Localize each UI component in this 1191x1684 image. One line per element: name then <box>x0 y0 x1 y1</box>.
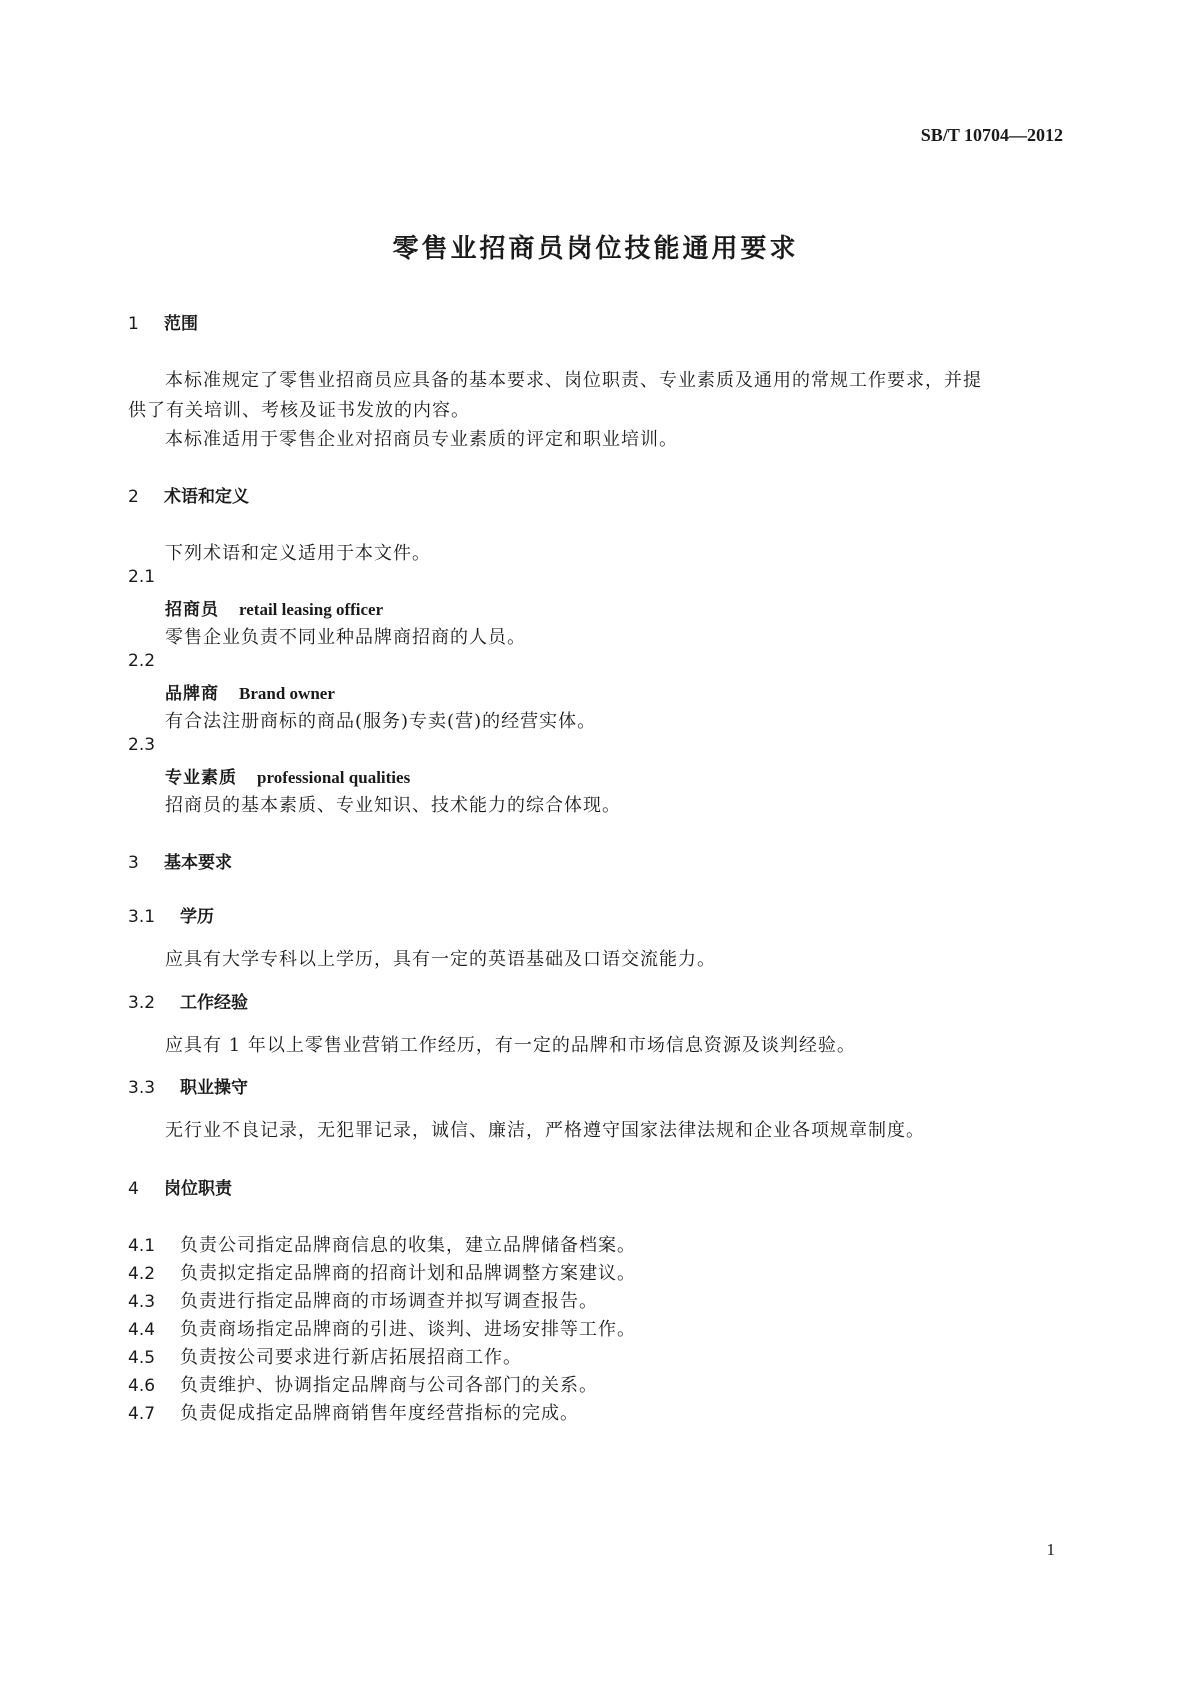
subsection-heading <box>128 1073 248 1098</box>
subsection-title: 职业操守 <box>180 1078 248 1098</box>
paragraph: 下列术语和定义适用于本文件。 <box>165 543 431 564</box>
term-zh: 招商员 <box>165 600 219 620</box>
subsection-title: 学历 <box>180 907 214 927</box>
section-number: 4 <box>128 1179 139 1199</box>
subsection-number: 3.3 <box>128 1078 156 1098</box>
duty-number: 4.1 <box>128 1236 156 1256</box>
section-title: 术语和定义 <box>164 487 249 507</box>
duty-number: 4.5 <box>128 1348 156 1368</box>
section-number: 2 <box>128 487 139 507</box>
duty-number: 4.7 <box>128 1404 156 1424</box>
term-entry <box>165 595 383 620</box>
duty-item <box>128 1371 598 1397</box>
duty-text: 负责拟定指定品牌商的招商计划和品牌调整方案建议。 <box>180 1263 636 1284</box>
section-4-heading <box>128 1174 232 1199</box>
subsection-heading <box>128 988 248 1013</box>
duty-text: 负责促成指定品牌商销售年度经营指标的完成。 <box>180 1403 579 1424</box>
duty-number: 4.4 <box>128 1320 156 1340</box>
document-title: 零售业招商员岗位技能通用要求 <box>392 234 799 264</box>
duty-item <box>128 1287 598 1313</box>
standard-code: SB/T 10704—2012 <box>920 125 1063 145</box>
duty-text: 负责按公司要求进行新店拓展招商工作。 <box>180 1347 522 1368</box>
subsection-number: 3.1 <box>128 907 156 927</box>
section-3-heading <box>128 848 232 873</box>
paragraph: 本标准规定了零售业招商员应具备的基本要求、岗位职责、专业素质及通用的常规工作要求，并提 <box>165 370 982 391</box>
term-definition: 有合法注册商标的商品(服务)专卖(营)的经营实体。 <box>165 711 597 732</box>
duty-text: 负责进行指定品牌商的市场调查并拟写调查报告。 <box>180 1291 598 1312</box>
section-number: 3 <box>128 853 139 873</box>
paragraph: 应具有大学专科以上学历，具有一定的英语基础及口语交流能力。 <box>165 949 716 970</box>
term-en: retail leasing officer <box>239 600 384 619</box>
section-title: 范围 <box>164 314 198 334</box>
paragraph: 本标准适用于零售企业对招商员专业素质的评定和职业培训。 <box>165 429 678 450</box>
term-number: 2.1 <box>128 567 156 587</box>
section-2-heading <box>128 482 249 507</box>
duty-item <box>128 1399 579 1425</box>
subsection-heading <box>128 902 214 927</box>
term-number: 2.3 <box>128 735 156 755</box>
term-zh: 专业素质 <box>165 768 237 788</box>
term-number: 2.2 <box>128 651 156 671</box>
duty-item <box>128 1343 522 1369</box>
term-entry <box>165 763 410 788</box>
duty-item <box>128 1315 636 1341</box>
section-number: 1 <box>128 314 139 334</box>
term-en: professional qualities <box>257 768 411 787</box>
term-zh: 品牌商 <box>165 684 219 704</box>
term-definition: 零售企业负责不同业种品牌商招商的人员。 <box>165 627 526 648</box>
section-title: 岗位职责 <box>164 1179 232 1199</box>
section-1-heading <box>128 309 198 334</box>
duty-number: 4.3 <box>128 1292 156 1312</box>
duty-number: 4.2 <box>128 1264 156 1284</box>
duty-text: 负责公司指定品牌商信息的收集，建立品牌储备档案。 <box>180 1235 636 1256</box>
paragraph: 无行业不良记录，无犯罪记录，诚信、廉洁，严格遵守国家法律法规和企业各项规章制度。 <box>165 1120 925 1141</box>
page-number: 1 <box>1046 1540 1055 1559</box>
duty-text: 负责维护、协调指定品牌商与公司各部门的关系。 <box>180 1375 598 1396</box>
paragraph: 应具有 1 年以上零售业营销工作经历，有一定的品牌和市场信息资源及谈判经验。 <box>165 1035 856 1056</box>
subsection-number: 3.2 <box>128 993 156 1013</box>
duty-item <box>128 1231 636 1257</box>
duty-text: 负责商场指定品牌商的引进、谈判、进场安排等工作。 <box>180 1319 636 1340</box>
term-definition: 招商员的基本素质、专业知识、技术能力的综合体现。 <box>165 795 621 816</box>
paragraph: 供了有关培训、考核及证书发放的内容。 <box>128 400 470 421</box>
duty-item <box>128 1259 636 1285</box>
duty-number: 4.6 <box>128 1376 156 1396</box>
section-title: 基本要求 <box>164 853 232 873</box>
subsection-title: 工作经验 <box>180 993 248 1013</box>
term-entry <box>165 679 335 704</box>
term-en: Brand owner <box>239 684 335 703</box>
